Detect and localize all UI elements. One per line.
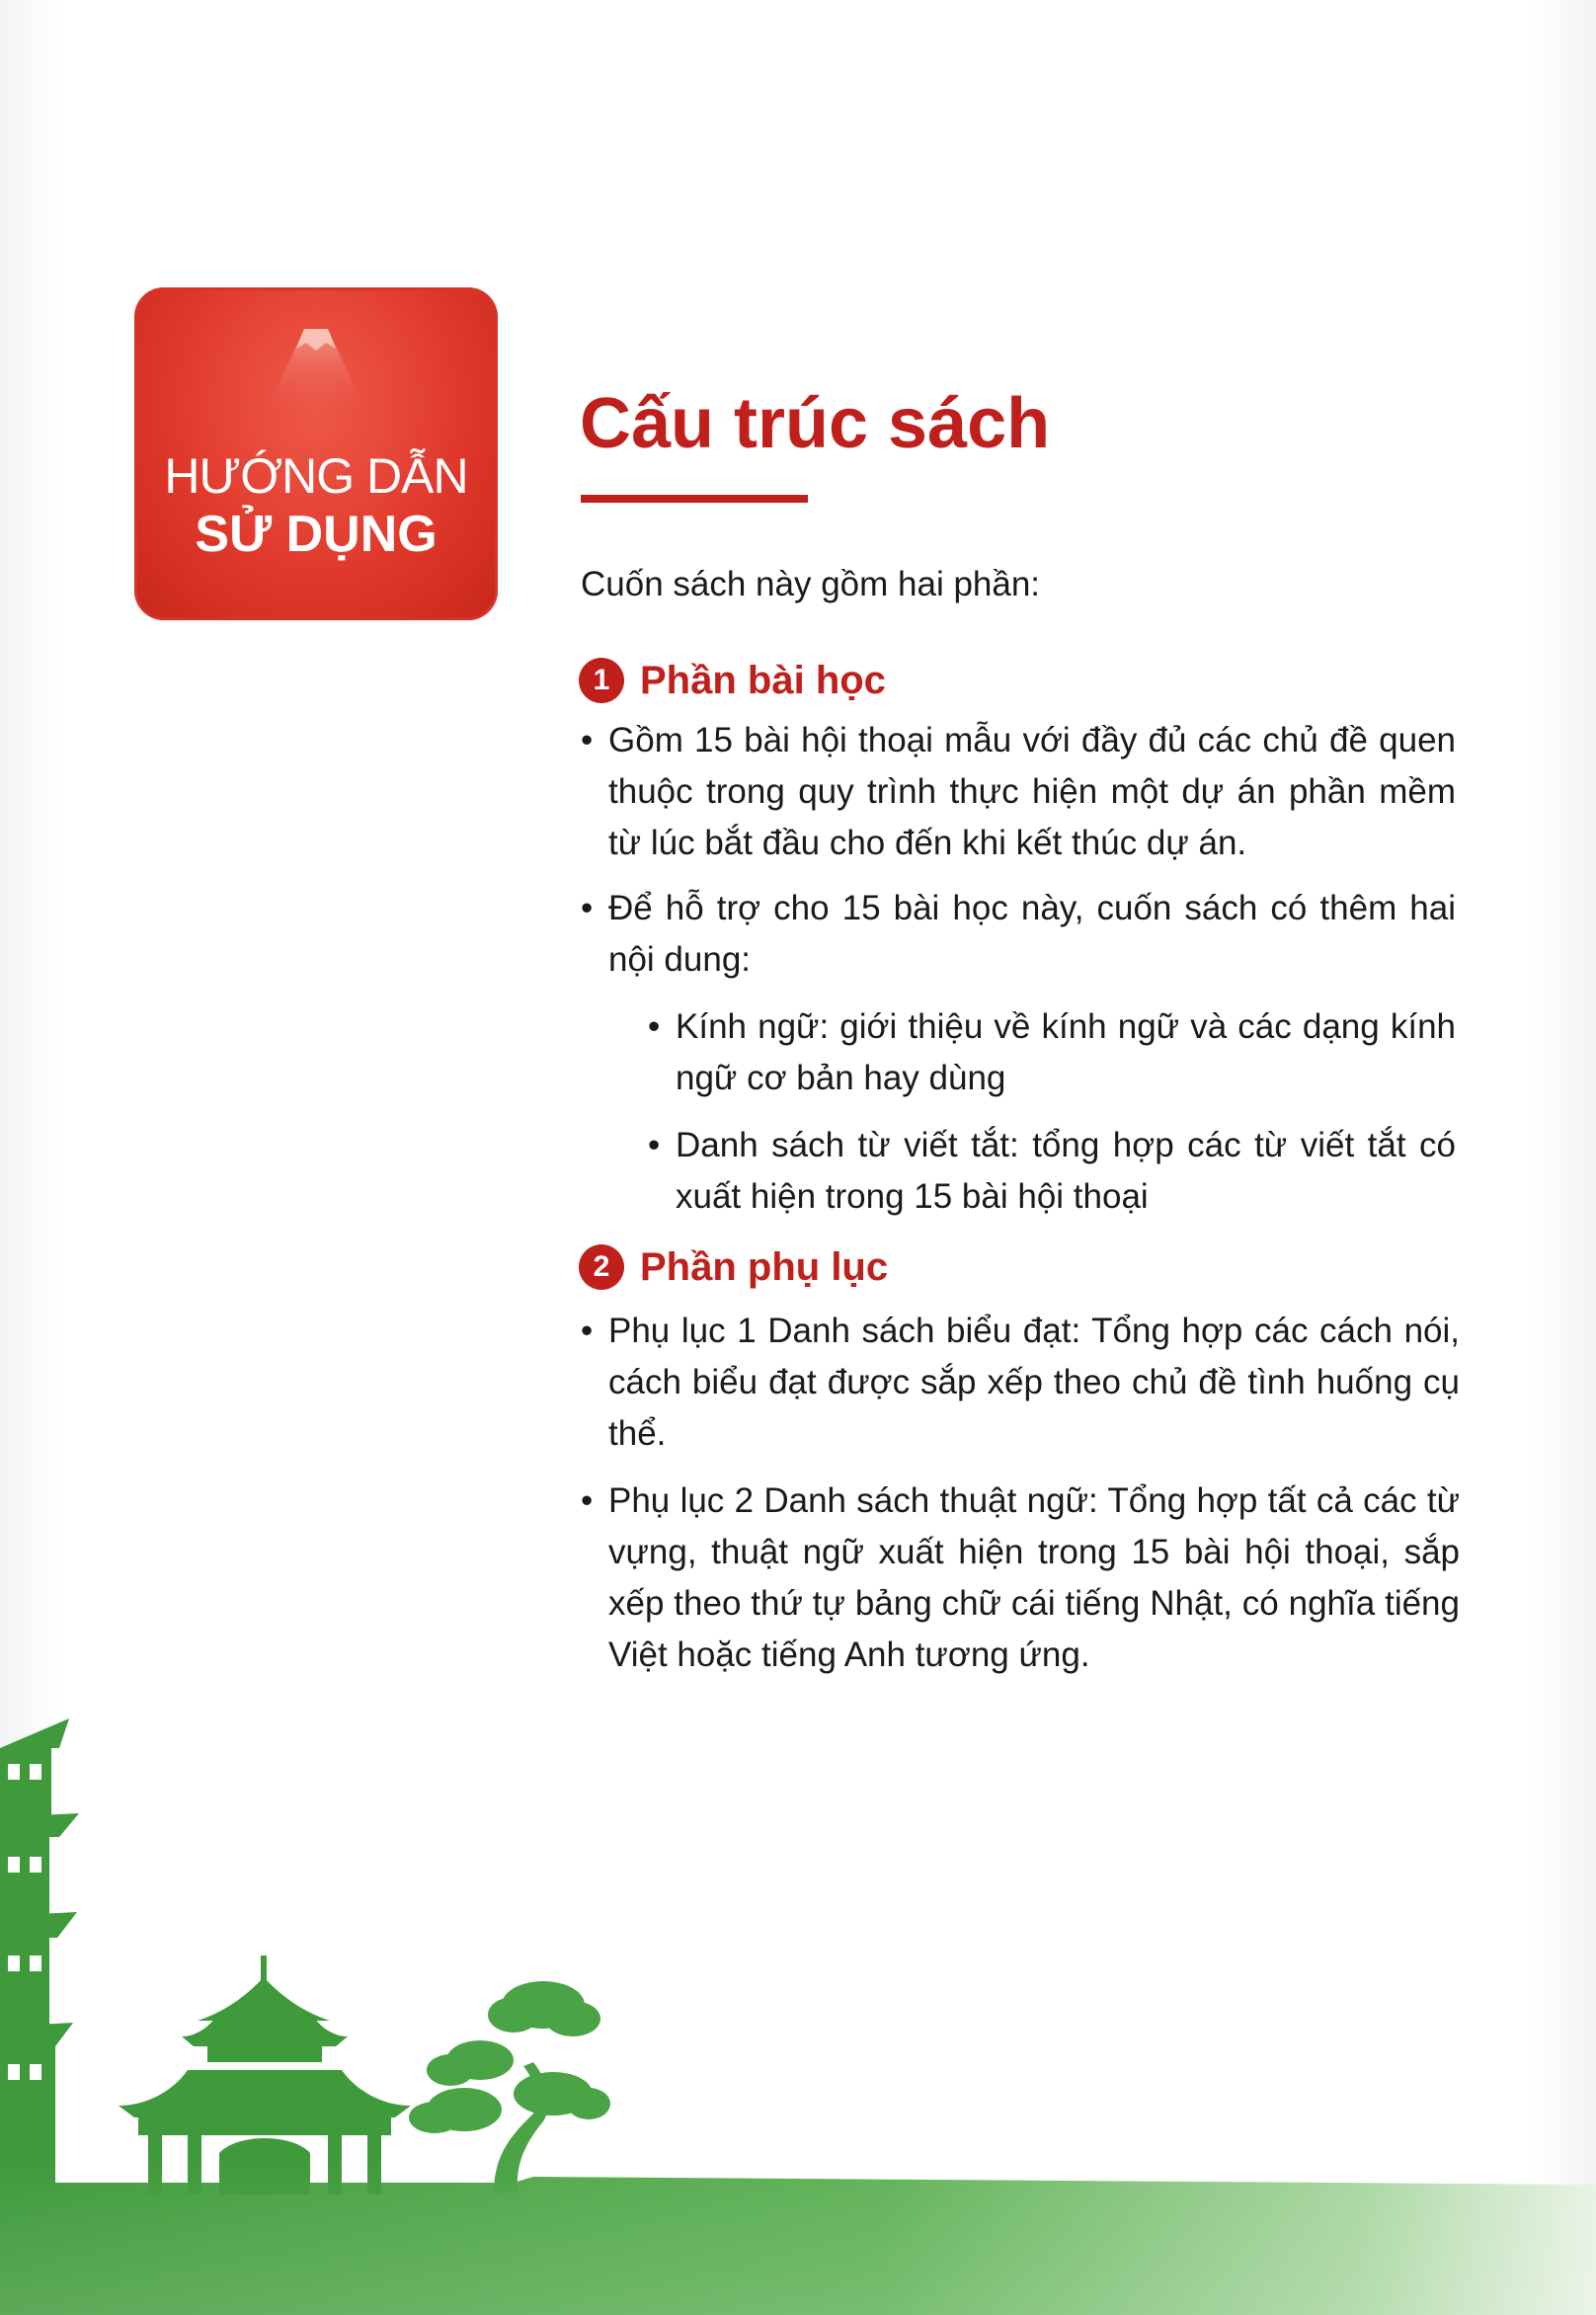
temple-scenery-illustration	[0, 1718, 1596, 2315]
list-item-text: Phụ lục 2 Danh sách thuật ngữ: Tổng hợp tất cả các từ vựng, thuật ngữ xuất hiện trong 15 bài hội thoại, sắp xếp theo thứ tự bảng chữ cái tiếng Nhật, có nghĩa tiếng Việt hoặc tiếng Anh tương ứng.	[608, 1481, 1460, 1674]
list-item	[581, 1306, 1460, 1460]
intro-text: Cuốn sách này gồm hai phần:	[581, 565, 1041, 603]
list-item-text: Gồm 15 bài hội thoại mẫu với đầy đủ các chủ đề quen thuộc trong quy trình thực hiện một dự án phần mềm từ lúc bắt đầu cho đến khi kết thúc dự án.	[608, 721, 1456, 862]
section-number-badge: 2	[579, 1244, 624, 1290]
section-title: Phần phụ lục	[640, 1244, 889, 1289]
list-item	[581, 1476, 1460, 1681]
list-item-text: Danh sách từ viết tắt: tổng hợp các từ viết tắt có xuất hiện trong 15 bài hội thoại	[676, 1126, 1456, 1216]
list-item	[581, 883, 1456, 986]
sub-list-item	[648, 1001, 1456, 1104]
bullet-icon: •	[581, 889, 594, 927]
bullet-icon: •	[581, 1312, 594, 1350]
mountain-icon	[257, 321, 375, 430]
section-title: Phần bài học	[640, 658, 886, 702]
list-item-text: Phụ lục 1 Danh sách biểu đạt: Tổng hợp các cách nói, cách biểu đạt được sắp xếp theo chủ đề tình huống cụ thể.	[608, 1312, 1460, 1453]
section-number-badge: 1	[579, 658, 624, 703]
list-item-text: Để hỗ trợ cho 15 bài học này, cuốn sách có thêm hai nội dung:	[608, 889, 1456, 979]
list-item	[581, 715, 1456, 869]
badge-title-line1: HƯỚNG DẪN	[164, 448, 468, 504]
bullet-icon: •	[648, 1126, 661, 1164]
page-title: Cấu trúc sách	[580, 384, 1051, 463]
bullet-icon: •	[648, 1007, 661, 1046]
bullet-icon: •	[581, 721, 594, 759]
section-heading-1	[579, 658, 886, 703]
section-heading-2	[579, 1244, 888, 1290]
sub-list-item	[648, 1120, 1456, 1223]
section-badge	[134, 287, 498, 620]
title-underline	[581, 495, 808, 503]
badge-title-line2: SỬ DỤNG	[195, 506, 438, 563]
list-item-text: Kính ngữ: giới thiệu về kính ngữ và các dạng kính ngữ cơ bản hay dùng	[676, 1007, 1456, 1097]
bullet-icon: •	[581, 1481, 594, 1520]
